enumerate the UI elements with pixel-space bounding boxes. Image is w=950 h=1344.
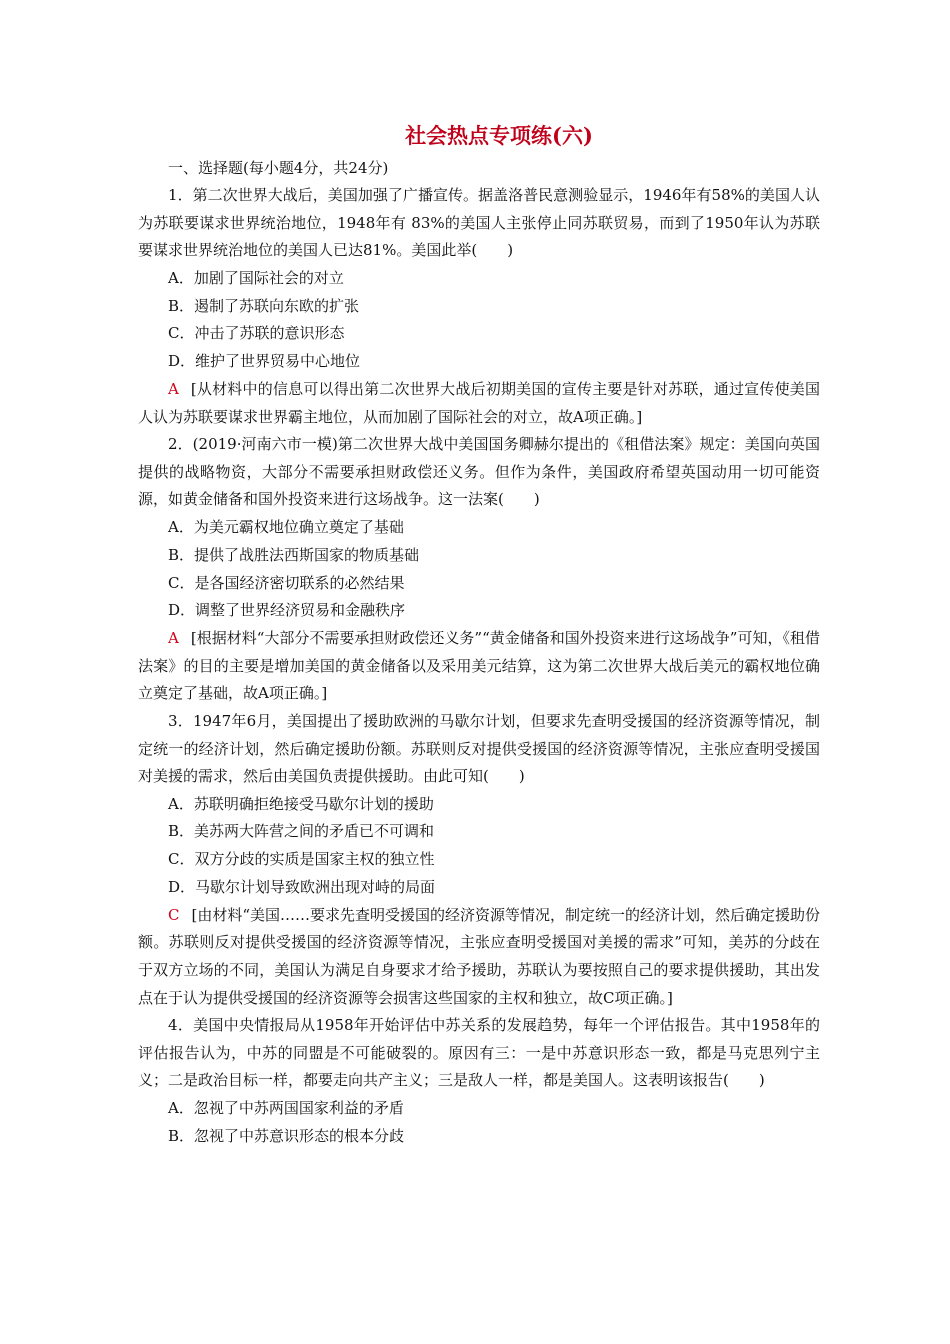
answer-explanation [138, 625, 820, 708]
answer-text: [根据材料“大部分不需要承担财政偿还义务”“黄金储备和国外投资来进行这场战争”可知，《租借法案》的目的主要是增加美国的黄金储备以及采用美元结算，这为第二次世界大战后美元的霸权地位确立奠定了基础，故A项正确。] [138, 629, 820, 703]
question-2 [138, 431, 820, 708]
answer-letter: C [168, 905, 180, 924]
option-c: C．冲击了苏联的意识形态 [168, 324, 345, 343]
answer-letter: A [168, 379, 179, 398]
document-title: 社会热点专项练(六) [405, 123, 593, 148]
option-b: B．美苏两大阵营之间的矛盾已不可调和 [168, 822, 435, 841]
question-stem: 2．(2019·河南六市一模)第二次世界大战中美国国务卿赫尔提出的《租借法案》规定：美国向英国提供的战略物资，大部分不需要承担财政偿还义务。但作为条件，美国政府希望英国动用一切可能资源，如黄金储备和国外投资来进行这场战争。这一法案( ) [138, 435, 820, 509]
option-d: D．维护了世界贸易中心地位 [168, 352, 361, 371]
option-b: B．忽视了中苏意识形态的根本分歧 [168, 1126, 405, 1145]
section-heading: 一、选择题(每小题4分，共24分) [168, 159, 389, 177]
document-body [138, 118, 820, 1151]
answer-text: [由材料“美国……要求先查明受援国的经济资源等情况，制定统一的经济计划，然后确定援助份额。苏联则反对提供受援国的经济资源等情况，主张应查明受援国对美援的需求”可知，美苏的分歧在于双方立场的不同，美国认为满足自身要求才给予援助，苏联认为要按照自己的要求提供援助，其出发点在于认为提供受援国的经济资源等会损害这些国家的主权和独立，故C项正确。] [138, 905, 821, 1007]
option-b: B．提供了战胜法西斯国家的物质基础 [168, 545, 420, 564]
answer-letter: A [168, 629, 179, 648]
option-d: D．马歇尔计划导致欧洲出现对峙的局面 [168, 878, 436, 897]
answer-text: [从材料中的信息可以得出第二次世界大战后初期美国的宣传主要是针对苏联，通过宣传使美国人认为苏联要谋求世界霸主地位，从而加剧了国际社会的对立，故A项正确。] [138, 379, 820, 426]
question-stem: 4．美国中央情报局从1958年开始评估中苏关系的发展趋势，每年一个评估报告。其中1958年的评估报告认为，中苏的同盟是不可能破裂的。原因有三：一是中苏意识形态一致，都是马克思列宁主义；二是政治目标一样，都要走向共产主义；三是敌人一样，都是美国人。这表明该报告( ) [138, 1016, 820, 1090]
question-stem: 3．1947年6月，美国提出了援助欧洲的马歇尔计划，但要求先查明受援国的经济资源等情况，制定统一的经济计划，然后确定援助份额。苏联则反对提供受援国的经济资源等情况，主张应查明受援国对美援的需求，然后由美国负责提供援助。由此可知( ) [138, 711, 820, 786]
option-c: C．是各国经济密切联系的必然结果 [168, 573, 405, 592]
option-a: A．忽视了中苏两国国家利益的矛盾 [168, 1099, 404, 1118]
option-b: B．遏制了苏联向东欧的扩张 [168, 296, 360, 315]
question-stem: 1．第二次世界大战后，美国加强了广播宣传。据盖洛普民意测验显示，1946年有58%的美国人认为苏联要谋求世界统治地位，1948年有 83%的美国人主张停止同苏联贸易，而到了1950年认为苏联要谋求世界统治地位的美国人已达81%。美国此举( ) [138, 186, 820, 260]
option-a: A．为美元霸权地位确立奠定了基础 [168, 517, 404, 536]
question-4 [138, 1012, 820, 1150]
option-c: C．双方分歧的实质是国家主权的独立性 [168, 850, 435, 869]
option-a: A．加剧了国际社会的对立 [168, 268, 344, 287]
answer-explanation [138, 902, 820, 1012]
option-a: A．苏联明确拒绝接受马歇尔计划的援助 [168, 794, 434, 813]
question-3 [138, 708, 820, 1012]
answer-explanation [138, 376, 820, 431]
option-d: D．调整了世界经济贸易和金融秩序 [168, 601, 406, 620]
question-1 [138, 182, 820, 431]
